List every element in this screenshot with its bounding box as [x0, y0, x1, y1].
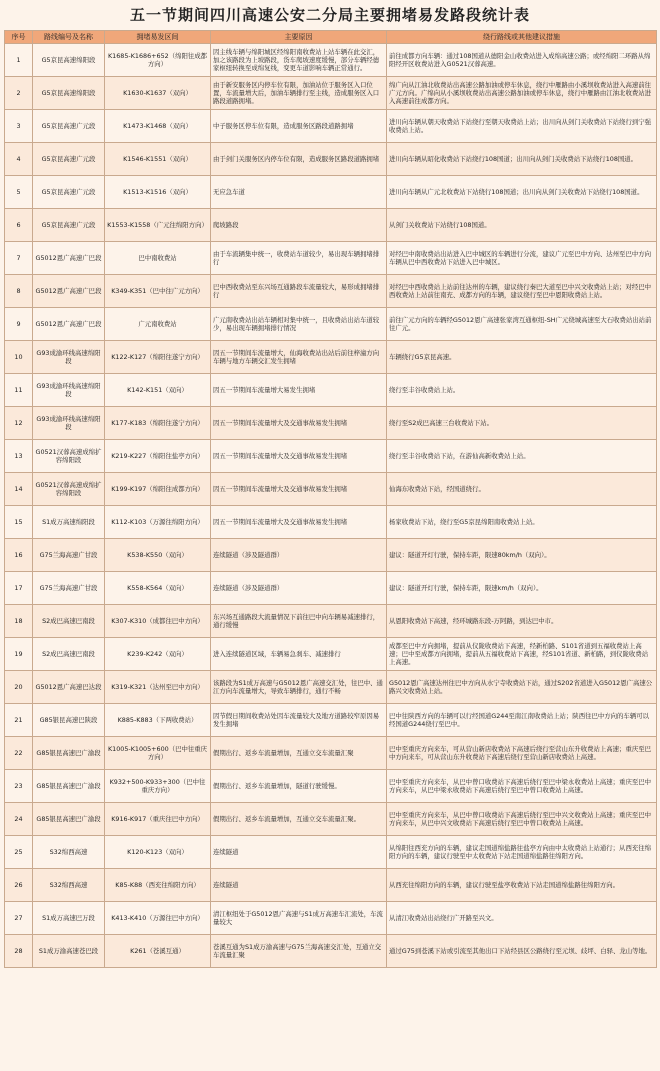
row-reason: 连续隧道 [211, 836, 387, 869]
row-reason: 假期出行、返乡车流量增加，隧道行驶缓慢。 [211, 770, 387, 803]
table-row [5, 209, 657, 242]
table-row [5, 407, 657, 440]
row-route: G85银昆高速巴广渝段 [33, 737, 105, 770]
header-reason: 主要原因 [211, 31, 387, 44]
row-range: K1553-K1558（广元往绵阳方向） [105, 209, 211, 242]
table-row [5, 737, 657, 770]
table-row [5, 44, 657, 77]
row-number: 11 [5, 374, 33, 407]
table-row [5, 242, 657, 275]
row-reason: 爬坡路段 [211, 209, 387, 242]
row-route: G0521汉蓉高速成绵扩容绵阳段 [33, 473, 105, 506]
row-detour: 对经巴中南收费站出站进入巴中城区的车辆进行分流，建议广元至巴中方向、达州至巴中方向车辆从巴中西收费站下站进入巴中城区。 [387, 242, 657, 275]
row-detour: 从绵阳往西充方向的车辆，建议走国道绵盐路往盐亭方向由中太收费站上站通行；从西充往绵阳方向的车辆，建议行驶至中太收费站下站走国道绵盐路往绵阳方向。 [387, 836, 657, 869]
row-route: G5京昆高速广元段 [33, 176, 105, 209]
row-number: 23 [5, 770, 33, 803]
row-range: K142-K151（双向） [105, 374, 211, 407]
table-row [5, 110, 657, 143]
row-detour: 进川向车辆从朝天收费站下站绕行至朝天收费站上站；出川向从剑门关收费站下站绕行到宁强收费站上站。 [387, 110, 657, 143]
row-route: G5012恩广高速广巴段 [33, 275, 105, 308]
row-number: 12 [5, 407, 33, 440]
row-detour: 进川向车辆从广元北收费站下站绕行108国道；出川向从剑门关收费站下站绕行108国道。 [387, 176, 657, 209]
row-range: K1005-K1005+600（巴中往重庆方向） [105, 737, 211, 770]
table-row [5, 308, 657, 341]
row-range: K1630-K1637（双向） [105, 77, 211, 110]
row-detour: 从恩阳收费站下高速，经环城路东段-万阿路，到达巴中市。 [387, 605, 657, 638]
table-row [5, 440, 657, 473]
row-route: S32绵西高速 [33, 869, 105, 902]
row-number: 8 [5, 275, 33, 308]
row-detour: 巴中往陕西方向的车辆可以行经国道G244至南江南收费站上站；陕西往巴中方向的车辆可以经国道G244绕行至巴中。 [387, 704, 657, 737]
row-range: K122-K127（绵阳往遂宁方向） [105, 341, 211, 374]
row-range: K112-K103（万源往绵阳方向） [105, 506, 211, 539]
row-number: 19 [5, 638, 33, 671]
row-range: K349-K351（巴中往广元方向） [105, 275, 211, 308]
row-reason: 清江枢纽处于G5012恩广高速与S1成万高速车汇流处，车流量较大 [211, 902, 387, 935]
row-range: K1473-K1468（双向） [105, 110, 211, 143]
row-range: K239-K242（双向） [105, 638, 211, 671]
row-reason: 假期出行、返乡车流量增加，互通立交车流量汇聚。 [211, 803, 387, 836]
row-route: G5012恩广高速广巴段 [33, 308, 105, 341]
row-range: K538-K550（双向） [105, 539, 211, 572]
row-detour: 建议：隧道开灯行驶，保持车距，限速km/h（双向）。 [387, 572, 657, 605]
row-detour: 仙海东收费站下站，经国道绕行。 [387, 473, 657, 506]
row-number: 7 [5, 242, 33, 275]
row-route: G93成渝环线高速绵阳段 [33, 341, 105, 374]
row-number: 24 [5, 803, 33, 836]
row-reason: 该路段为S1成万高速与G5012恩广高速交汇处，往巴中、通江方向车流量增大，导致车辆排行，通行不畅 [211, 671, 387, 704]
row-route: G5京昆高速广元段 [33, 209, 105, 242]
row-route: G5012恩广高速广巴段 [33, 242, 105, 275]
row-number: 10 [5, 341, 33, 374]
row-detour: 成都至巴中方向拥堵，提前从仪陇收费站下高速，经新柏路、S101省道到五福收费站上高速；巴中至成都方向拥堵，提前从五福收费站下高速，经S101省道、新柏路，到仪陇收费站上高速。 [387, 638, 657, 671]
row-route: G0521汉蓉高速成绵扩容绵阳段 [33, 440, 105, 473]
row-range: K261（苍溪互通） [105, 935, 211, 968]
row-number: 5 [5, 176, 33, 209]
row-detour: 车辆绕行G5京昆高速。 [387, 341, 657, 374]
row-range: K885-K883（下两收费站） [105, 704, 211, 737]
row-number: 1 [5, 44, 33, 77]
table-row [5, 770, 657, 803]
row-reason: 由于剑门关服务区内停车位有限，造成服务区路段道路拥堵 [211, 143, 387, 176]
table-row [5, 572, 657, 605]
table-row [5, 77, 657, 110]
row-detour: 巴中至重庆方向来车，从巴中曾口收费站下高速后绕行至巴中梁永收费站上高速；重庆至巴中方向来车，从巴中梁永收费站下高速后绕行至巴中曾口收费站上高速。 [387, 770, 657, 803]
row-range: K558-K564（双向） [105, 572, 211, 605]
row-detour: 从剑门关收费站下站绕行108国道。 [387, 209, 657, 242]
row-route: S1成万渝高速苍巴段 [33, 935, 105, 968]
row-range: K413-K410（万源往巴中方向） [105, 902, 211, 935]
row-number: 16 [5, 539, 33, 572]
row-detour: 绕行至丰谷收费站上站。 [387, 374, 657, 407]
row-number: 27 [5, 902, 33, 935]
row-number: 20 [5, 671, 33, 704]
row-range: K177-K183（绵阳往遂宁方向） [105, 407, 211, 440]
table-row [5, 275, 657, 308]
row-detour: 建议：隧道开灯行驶，保持车距，限速80km/h（双向）。 [387, 539, 657, 572]
table-row [5, 143, 657, 176]
row-route: G85银昆高速巴广渝段 [33, 803, 105, 836]
row-range: K120-K123（双向） [105, 836, 211, 869]
row-route: S1成万高速巴万段 [33, 902, 105, 935]
row-range: K932+500-K933+300（巴中往重庆方向） [105, 770, 211, 803]
row-number: 2 [5, 77, 33, 110]
table-row [5, 836, 657, 869]
row-detour: 对经巴中西收费站上站前往达州的车辆，建议绕行秦巴大道至巴中兴文收费站上站；对经巴中西收费站上站前往南充、成都方向的车辆，建议绕行至巴中恩阳收费站上站。 [387, 275, 657, 308]
table-row [5, 704, 657, 737]
row-range: K85-K88（西充往绵阳方向） [105, 869, 211, 902]
table-body [5, 44, 657, 968]
table-row [5, 803, 657, 836]
row-reason: 因五一节期间车流量增大及交通事故易发生拥堵 [211, 440, 387, 473]
row-route: S2成巴高速巴南段 [33, 638, 105, 671]
row-number: 28 [5, 935, 33, 968]
row-route: G85银昆高速巴陕段 [33, 704, 105, 737]
congestion-table [4, 30, 657, 968]
row-number: 14 [5, 473, 33, 506]
header-no: 序号 [5, 31, 33, 44]
table-row [5, 473, 657, 506]
row-range: 巴中南收费站 [105, 242, 211, 275]
row-detour: 前往成都方向车辆：通过108国道从德阳金山收费站进入成绵高速公路；或经绵阳二环路从绵阳经开区收费站进入G0521汉蓉高速。 [387, 44, 657, 77]
row-reason: 因五一节期间车流量增大，仙海收费站出站后前往梓潼方向车辆与地方车辆交汇发生拥堵 [211, 341, 387, 374]
header-route: 路线编号及名称 [33, 31, 105, 44]
table-row [5, 605, 657, 638]
row-reason: 因五一节期间车流量增大及交通事故易发生拥堵 [211, 506, 387, 539]
header-range: 拥堵易发区间 [105, 31, 211, 44]
table-header-row [5, 31, 657, 44]
row-reason: 巴中西收费站至东兴场互通路段车流量较大，易形成拥堵排行 [211, 275, 387, 308]
row-reason: 中子服务区停车位有限，造成服务区路段道路拥堵 [211, 110, 387, 143]
row-number: 26 [5, 869, 33, 902]
row-route: G5京昆高速绵阳段 [33, 77, 105, 110]
row-number: 15 [5, 506, 33, 539]
row-reason: 连续隧道 [211, 869, 387, 902]
row-range: K1513-K1516（双向） [105, 176, 211, 209]
table-row [5, 671, 657, 704]
table-row [5, 638, 657, 671]
row-route: S32绵西高速 [33, 836, 105, 869]
row-range: K319-K321（达州至巴中方向） [105, 671, 211, 704]
table-row [5, 935, 657, 968]
row-number: 21 [5, 704, 33, 737]
row-number: 18 [5, 605, 33, 638]
row-detour: 从清江收费站出站绕行广开路至兴文。 [387, 902, 657, 935]
header-detour: 绕行路线或其他建议措施 [387, 31, 657, 44]
row-detour: 绵广向从江油北收费站出高速公路加油或停车休息，绕行中雁路由小溪坝收费站进入高速前往广元方向。广绵向从小溪坝收费站出高速公路加油或停车休息，绕行中雁路由江油北收费站进入高速前往成都方向。 [387, 77, 657, 110]
row-reason: 因节假日期间收费站处因车流量较大及地方道路较窄原因易发生拥堵 [211, 704, 387, 737]
row-reason: 东兴场互通路段大流量情况下前往巴中向车辆易减速排行，通行缓慢 [211, 605, 387, 638]
row-route: S1成万高速绵阳段 [33, 506, 105, 539]
row-route: S2成巴高速巴南段 [33, 605, 105, 638]
table-row [5, 374, 657, 407]
table-row [5, 902, 657, 935]
row-range: 广元南收费站 [105, 308, 211, 341]
row-range: K199-K197（绵阳往成都方向） [105, 473, 211, 506]
row-number: 3 [5, 110, 33, 143]
row-range: K1685-K1686+652（绵阳往成都方向） [105, 44, 211, 77]
page-title: 五一节期间四川高速公安二分局主要拥堵易发路段统计表 [129, 6, 530, 24]
row-detour: 前往广元方向的车辆经G5012恩广高速张家湾互通枢纽-SH广元绕城高速至大石收费站出站前往广元。 [387, 308, 657, 341]
row-route: G85银昆高速巴广渝段 [33, 770, 105, 803]
row-detour: 从西充往绵阳方向的车辆，建议行驶至盐亭收费站下站走国道绵盐路往绵阳方向。 [387, 869, 657, 902]
row-number: 22 [5, 737, 33, 770]
table-row [5, 869, 657, 902]
row-route: G75兰海高速广甘段 [33, 539, 105, 572]
row-range: K916-K917（重庆往巴中方向） [105, 803, 211, 836]
row-detour: 进川向车辆从昭化收费站下站绕行108国道；出川向从剑门关收费站下站绕行108国道。 [387, 143, 657, 176]
row-reason: 假期出行、返乡车流量增加，互通立交车流量汇聚 [211, 737, 387, 770]
row-number: 25 [5, 836, 33, 869]
row-reason: 进入连续隧道区域，车辆易急刹车、减速排行 [211, 638, 387, 671]
row-reason: 无应急车道 [211, 176, 387, 209]
row-number: 6 [5, 209, 33, 242]
row-number: 9 [5, 308, 33, 341]
row-reason: 连续隧道（涉及隧道群） [211, 539, 387, 572]
row-route: G5京昆高速广元段 [33, 143, 105, 176]
row-range: K1546-K1551（双向） [105, 143, 211, 176]
row-detour: 绕行至S2成巴高速三台收费站下站。 [387, 407, 657, 440]
row-reason: 因五一节期间车流量增大及交通事故易发生拥堵 [211, 407, 387, 440]
table-row [5, 176, 657, 209]
table-row [5, 341, 657, 374]
row-reason: 因五一节期间车流量增大易发生拥堵 [211, 374, 387, 407]
row-route: G5京昆高速广元段 [33, 110, 105, 143]
row-route: G5京昆高速绵阳段 [33, 44, 105, 77]
row-route: G93成渝环线高速绵阳段 [33, 374, 105, 407]
row-number: 4 [5, 143, 33, 176]
row-range: K219-K227（绵阳往盐亭方向） [105, 440, 211, 473]
row-reason: 因主线车辆与绵阳城区经绵阳南收费站上站车辆在此交汇，加之该路段为上坡路段，货车爬坡速度缓慢，部分车辆经德家枢纽转换至成绵复线，变更车道影响车辆正常通行。 [211, 44, 387, 77]
row-detour: G5012恩广高速达州往巴中方向从水宁寺收费站下站，通过S202省道进入G5012恩广高速公路兴文收费站上站。 [387, 671, 657, 704]
row-detour: 巴中至重庆方向来车，从巴中曾口收费站下高速后绕行至巴中兴文收费站上高速；重庆至巴中方向来车，从巴中兴文收费站下高速后绕行至巴中曾口收费站上高速。 [387, 803, 657, 836]
row-reason: 由于新安服务区内停车位有限，加油站位于服务区入口位置，车流量增大后，加油车辆排行至主线，造成服务区入口路段道路拥堵。 [211, 77, 387, 110]
row-reason: 连续隧道（涉及隧道群） [211, 572, 387, 605]
row-route: G75兰海高速广甘段 [33, 572, 105, 605]
row-reason: 广元南收费站出站车辆相对集中统一，且收费站出站车道较少，易出现车辆拥堵排行情况 [211, 308, 387, 341]
row-reason: 由于车流辆集中统一，收费站车道较少，易出现车辆拥堵排行 [211, 242, 387, 275]
row-number: 17 [5, 572, 33, 605]
row-number: 13 [5, 440, 33, 473]
row-detour: 杨家收费站下站，绕行至G5京昆绵阳南收费站上站。 [387, 506, 657, 539]
row-reason: 苍溪互通为S1成万渝高速与G75兰海高速交汇处，互通立交车流量汇聚 [211, 935, 387, 968]
table-row [5, 539, 657, 572]
row-detour: 绕行至丰谷收费站下站，在游仙高新收费站上站。 [387, 440, 657, 473]
row-detour: 巴中至重庆方向来车，可从营山新店收费站下高速后绕行至营山东升收费站上高速；重庆至巴中方向来车，可从营山东升收费站下高速后绕行至营山新店收费站上高速。 [387, 737, 657, 770]
row-range: K307-K310（成都往巴中方向） [105, 605, 211, 638]
row-detour: 通过G75到苍溪下站或引流至其他出口下站经县区公路绕行至元坝、歧坪、白驿、龙山等地。 [387, 935, 657, 968]
row-route: G93成渝环线高速绵阳段 [33, 407, 105, 440]
row-reason: 因五一节期间车流量增大及交通事故易发生拥堵 [211, 473, 387, 506]
table-row [5, 506, 657, 539]
row-route: G5012恩广高速巴达段 [33, 671, 105, 704]
